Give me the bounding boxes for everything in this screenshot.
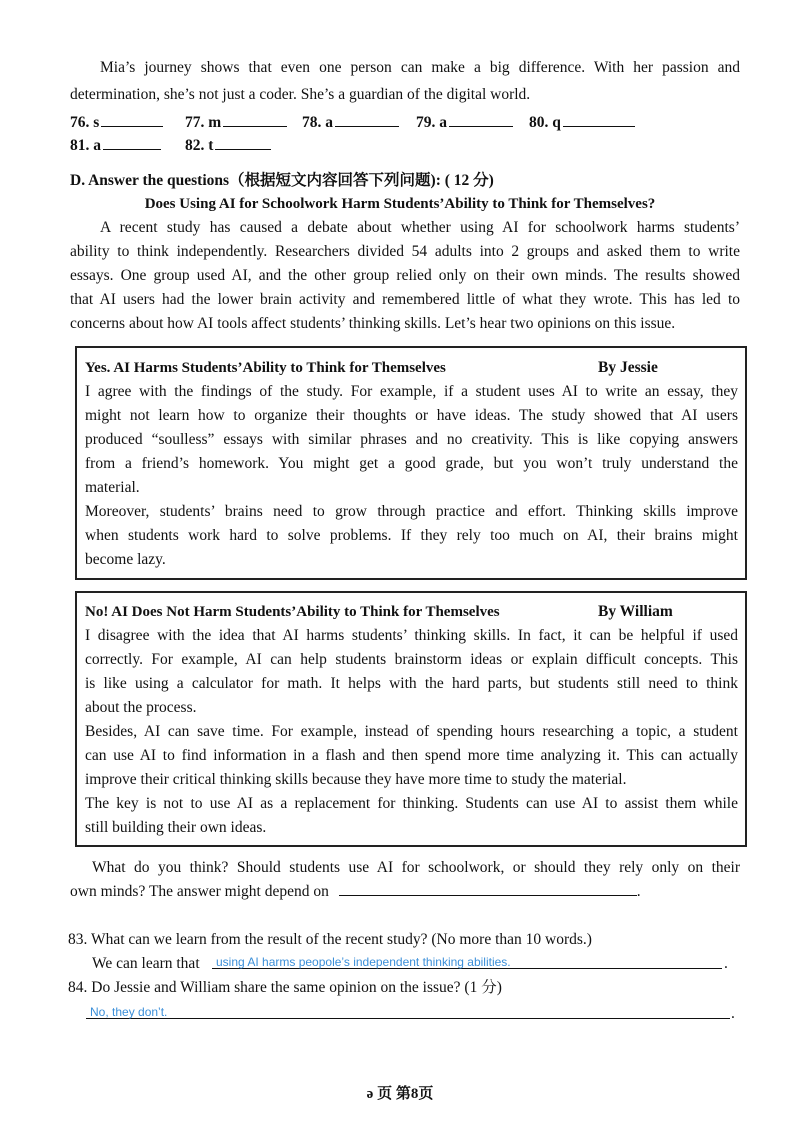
article-line-1: A recent study has caused a debate about whether using AI for schoolwork harms students’ — [100, 219, 740, 236]
q84-question: 84. Do Jessie and William share the same opinion on the issue? (1 分) — [68, 979, 502, 996]
box-yes-line: Moreover, students’ brains need to grow through practice and effort. Thinking skills improve — [85, 503, 738, 520]
box-yes-line: when students work hard to solve problems. If they rely too much on AI, their brains might — [85, 527, 738, 544]
q83-question: 83. What can we learn from the result of the recent study? (No more than 10 words.) — [68, 931, 592, 948]
article-line-3: essays. One group used AI, and the other group relied only on their own minds. The results showed — [70, 267, 740, 284]
box-yes-line: I agree with the findings of the study. For example, if a student uses AI to write an essay, they — [85, 383, 738, 400]
article-title: Does Using AI for Schoolwork Harm Students’Ability to Think for Themselves? — [144, 196, 656, 212]
box-yes-line: from a friend’s homework. You might get a good grade, but you won’t truly understand the — [85, 455, 738, 472]
box-yes-line: become lazy. — [85, 551, 166, 568]
box-no-line: I disagree with the idea that AI harms students’ thinking skills. In fact, it can be helpful if used — [85, 627, 738, 644]
intro-line-2: determination, she’s not just a coder. She’s a guardian of the digital world. — [70, 86, 531, 103]
blank-81[interactable]: 81. a — [70, 134, 161, 157]
box-no-line: is like using a calculator for math. It helps with the hard parts, but students still need to think — [85, 675, 738, 692]
box-no-line: can use AI to find information in a flash and then spend more time analyzing it. This can actually — [85, 747, 738, 764]
opinion-author-jessie: By Jessie — [598, 359, 658, 376]
section-d-heading: D. Answer the questions（根据短文内容回答下列问题): ( 12 分) — [70, 172, 494, 189]
page-footer: ə 页 第8页 — [366, 1086, 434, 1102]
q84-answer-line[interactable] — [86, 1018, 730, 1019]
box-no-line: improve their critical thinking skills because they have more time to study the material. — [85, 771, 627, 788]
opinion-title-no: No! AI Does Not Harm Students’Ability to Think for Themselves — [85, 604, 500, 620]
article-line-2: ability to think independently. Researchers divided 54 adults into 2 groups and asked them to write — [70, 243, 740, 260]
q84-end: . — [731, 1005, 735, 1022]
box-no-line: Besides, AI can save time. For example, instead of spending hours researching a topic, a student — [85, 723, 738, 740]
box-yes-line: produced “soulless” essays with similar phrases and no creativity. This is like copying answers — [85, 431, 738, 448]
opinion-title-yes: Yes. AI Harms Students’Ability to Think for Themselves — [85, 360, 446, 376]
box-no-line: still building their own ideas. — [85, 819, 267, 836]
q83-answer[interactable]: using AI harms peopole’s independent thinking abilities. — [216, 955, 511, 969]
q83-end: . — [724, 955, 728, 972]
blank-79[interactable]: 79. a — [416, 111, 513, 134]
box-yes-line: material. — [85, 479, 140, 496]
q84-answer[interactable]: No, they don’t. — [90, 1005, 168, 1019]
blank-77[interactable]: 77. m — [185, 111, 287, 134]
opinion-author-william: By William — [598, 603, 673, 620]
closing-blank[interactable] — [339, 895, 637, 896]
blank-76[interactable]: 76. s — [70, 111, 163, 134]
q83-prefix: We can learn that — [92, 955, 200, 972]
blank-80[interactable]: 80. q — [529, 111, 635, 134]
box-yes-line: might not learn how to organize their thoughts or have ideas. The study showed that AI users — [85, 407, 738, 424]
blank-78[interactable]: 78. a — [302, 111, 399, 134]
article-line-4: that AI users had the lower brain activity and remembered little of what they wrote. This has led to — [70, 291, 740, 308]
box-no-line: The key is not to use AI as a replacement for thinking. Students can use AI to assist them while — [85, 795, 738, 812]
box-no-line: about the process. — [85, 699, 197, 716]
closing-line-2: own minds? The answer might depend on . — [70, 883, 641, 900]
blank-82[interactable]: 82. t — [185, 134, 271, 157]
closing-line-1: What do you think? Should students use AI for schoolwork, or should they rely only on their — [92, 859, 740, 876]
intro-line-1: Mia’s journey shows that even one person can make a big difference. With her passion and — [100, 59, 740, 76]
box-no-line: correctly. For example, AI can help students brainstorm ideas or explain difficult concepts. This — [85, 651, 738, 668]
opinion-box-jessie — [75, 346, 747, 580]
opinion-box-william — [75, 591, 747, 847]
article-line-5: concerns about how AI tools affect students’ thinking skills. Let’s hear two opinions on this issue. — [70, 315, 676, 332]
